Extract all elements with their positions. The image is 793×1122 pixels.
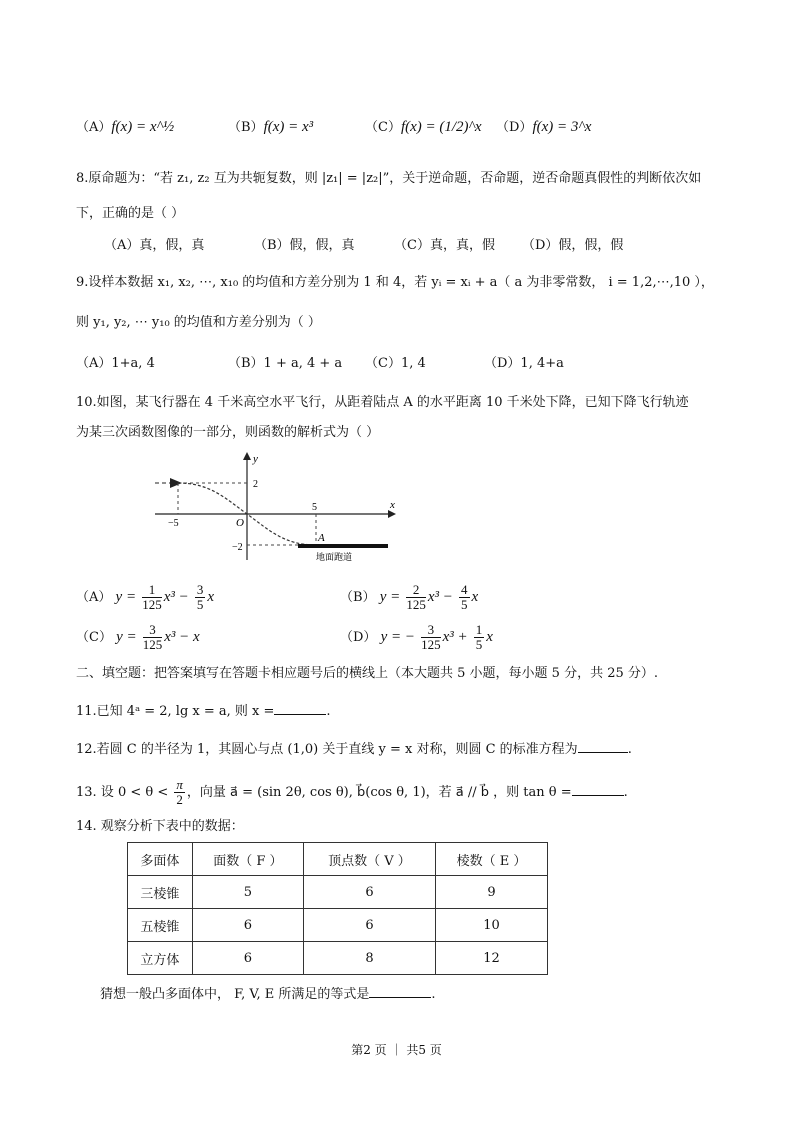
graph-x-label: x — [390, 499, 395, 511]
q14-conclusion: 猜想一般凸多面体中， F, V, E 所满足的等式是 . — [100, 987, 436, 1002]
q12: 12.若圆 C 的半径为 1，其圆心与点 (1,0) 关于直线 y = x 对称，则圆 C 的标准方程为 . — [76, 742, 632, 757]
table-row — [128, 942, 548, 975]
table-cell: 9 — [435, 876, 547, 909]
table-header-cell: 顶点数（ V ） — [304, 843, 436, 876]
table-cell: 三棱锥 — [128, 876, 193, 909]
table-cell: 五棱锥 — [128, 909, 193, 942]
x-axis-arrow — [388, 510, 396, 518]
q7-option-c: （C）f(x) = (1/2)^x — [365, 119, 482, 135]
q7-option-b: （B）f(x) = x³ — [228, 119, 314, 135]
q14-intro: 14. 观察分析下表中的数据： — [76, 819, 244, 834]
graph-point-a: A — [318, 532, 325, 544]
table-header-cell: 棱数（ E ） — [435, 843, 547, 876]
table-cell: 6 — [192, 909, 303, 942]
y-axis-arrow — [243, 452, 251, 460]
q8-option-a: （A）真，假，真 — [104, 238, 205, 253]
q9-option-d: （D）1, 4+a — [484, 356, 564, 371]
table-row — [128, 876, 548, 909]
table-cell: 6 — [304, 909, 436, 942]
q9-option-b: （B）1 + a, 4 + a — [228, 356, 343, 371]
q8-option-b: （B）假，假，真 — [254, 238, 355, 253]
table-cell: 6 — [192, 942, 303, 975]
q7-option-a: （A）f(x) = x^½ — [76, 119, 175, 135]
section-2-heading: 二、填空题：把答案填写在答题卡相应题号后的横线上（本大题共 5 小题，每小题 5 分，共 25 分）. — [76, 666, 659, 681]
table-header-row — [128, 843, 548, 876]
table-cell: 12 — [435, 942, 547, 975]
q10-option-c: （C） y = $\frac{3}{125}$ x³ − x — [76, 622, 200, 652]
q13-answer-blank[interactable] — [572, 783, 624, 796]
q8-stem-line2: 下，正确的是（ ） — [76, 206, 185, 221]
q7-option-d: （D）f(x) = 3^x — [496, 119, 592, 135]
q8-option-c: （C）真，真，假 — [394, 238, 495, 253]
graph-tick-5: 5 — [312, 502, 317, 513]
table-cell: 8 — [304, 942, 436, 975]
runway — [298, 544, 388, 548]
q10-stem-line1: 10.如图，某飞行器在 4 千米高空水平飞行，从距着陆点 A 的水平距离 10 千米处下降，已知下降飞行轨迹 — [76, 395, 689, 410]
q8-stem-line1: 8.原命题为：“若 z₁, z₂ 互为共轭复数，则 |z₁| = |z₂|”，关于逆命题，否命题，逆否命题真假性的判断依次如 — [76, 171, 702, 186]
q9-stem-line2: 则 y₁, y₂, ⋯ y₁₀ 的均值和方差分别为（ ） — [76, 315, 321, 330]
graph-tick-2: 2 — [253, 479, 258, 490]
table-cell: 10 — [435, 909, 547, 942]
table-header-cell: 多面体 — [128, 843, 193, 876]
q10-option-d: （D） y = − $\frac{3}{125}$ x³ + $\frac{1}{5}$ x — [340, 622, 493, 652]
page-footer: 第2 页 ｜ 共5 页 — [351, 1043, 442, 1057]
graph-tick-neg5: −5 — [168, 518, 179, 529]
graph-ground-label: 地面跑道 — [316, 553, 353, 563]
q11: 11.已知 4ᵃ = 2, lg x = a, 则 x = . — [76, 704, 331, 719]
table-cell: 立方体 — [128, 942, 193, 975]
graph-tick-neg2: −2 — [232, 542, 243, 553]
q9-option-a: （A）1+a, 4 — [76, 356, 155, 371]
q12-answer-blank[interactable] — [578, 740, 628, 753]
q11-answer-blank[interactable] — [274, 702, 326, 715]
graph-origin-label: O — [236, 517, 244, 529]
q8-option-d: （D）假，假，假 — [522, 238, 624, 253]
table-cell: 6 — [304, 876, 436, 909]
q14-answer-blank[interactable] — [369, 985, 431, 998]
q10-option-b: （B） y = $\frac{2}{125}$ x³ − $\frac{4}{5}$ x — [340, 582, 479, 612]
q9-option-c: （C）1, 4 — [365, 356, 426, 371]
q10-graph — [150, 450, 400, 565]
table-header-cell: 面数（ F ） — [192, 843, 303, 876]
table-cell: 5 — [192, 876, 303, 909]
q10-option-a: （A） y = $\frac{1}{125}$ x³ − $\frac{3}{5}$ x — [76, 582, 215, 612]
table-row — [128, 909, 548, 942]
q9-stem-line1: 9.设样本数据 x₁, x₂, ⋯, x₁₀ 的均值和方差分别为 1 和 4，若 yᵢ = xᵢ + a（ a 为非零常数， i = 1,2,⋯,10 ）， — [76, 275, 714, 290]
graph-y-label: y — [253, 453, 258, 465]
polyhedra-table — [127, 842, 548, 975]
q10-stem-line2: 为某三次函数图像的一部分，则函数的解析式为（ ） — [76, 425, 380, 440]
q13: 13. 设 0 < θ < $\frac{\pi}{2}$ ，向量 a⃗ = (sin 2θ, cos θ), b⃗(cos θ, 1)，若 a⃗ // b⃗ ，则 tan θ = . — [76, 777, 628, 807]
